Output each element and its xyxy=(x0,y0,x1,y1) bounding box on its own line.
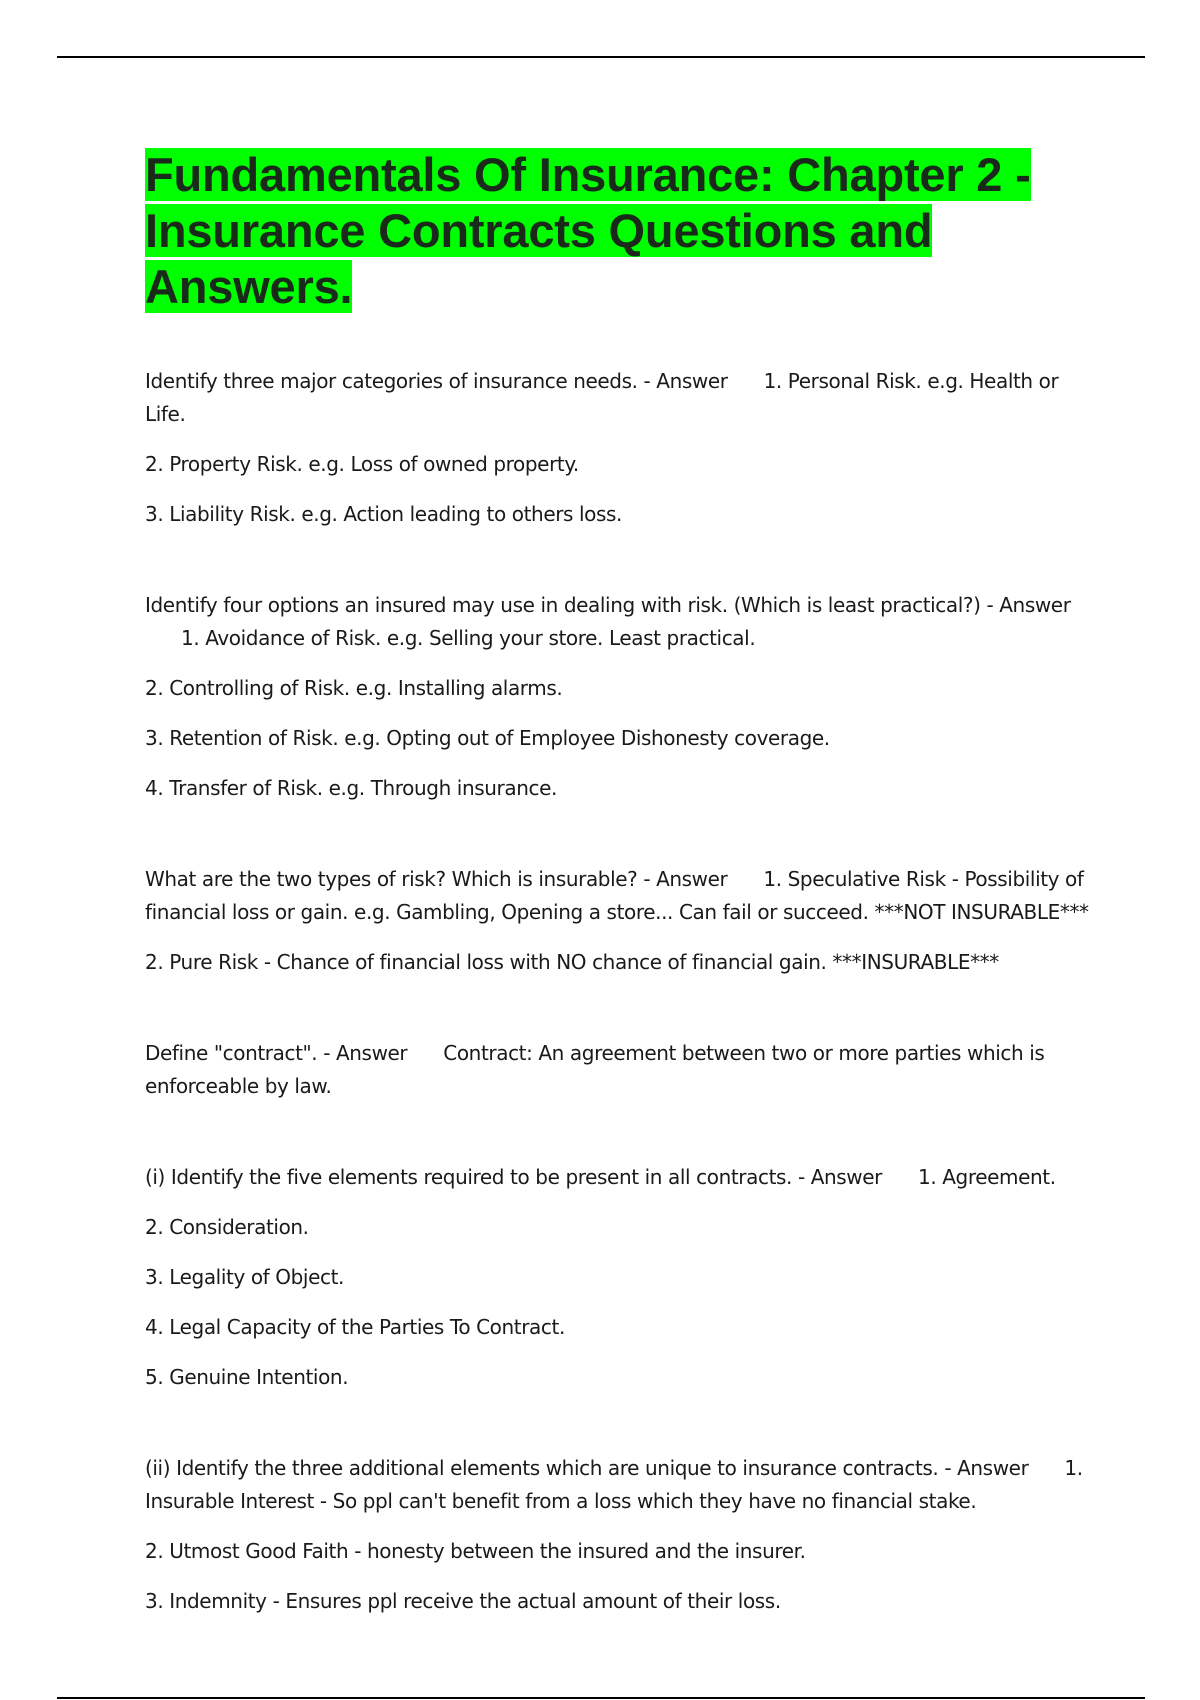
qa-question-line xyxy=(145,1037,1090,1103)
answer-line: 3. Retention of Risk. e.g. Opting out of Employee Dishonesty coverage. xyxy=(145,726,830,750)
answer-line: 3. Indemnity - Ensures ppl receive the actual amount of their loss. xyxy=(145,1589,781,1613)
document-body xyxy=(145,147,1090,1676)
document-title xyxy=(145,147,1090,315)
question-text: Identify three major categories of insurance needs. - Answer xyxy=(145,369,728,393)
answer-line: 3. Liability Risk. e.g. Action leading to others loss. xyxy=(145,502,623,526)
answer-line: 2. Controlling of Risk. e.g. Installing alarms. xyxy=(145,676,563,700)
question-text: (i) Identify the five elements required to be present in all contracts. - Answer xyxy=(145,1165,882,1189)
bottom-rule xyxy=(57,1697,1145,1699)
answer-line: 2. Pure Risk - Chance of financial loss with NO chance of financial gain. ***INSURABLE*** xyxy=(145,950,999,974)
qa-item xyxy=(145,1037,1090,1103)
qa-question-line xyxy=(145,365,1090,431)
answer-line: 5. Genuine Intention. xyxy=(145,1365,349,1389)
qa-question-line xyxy=(145,863,1090,929)
answer-line: 4. Transfer of Risk. e.g. Through insurance. xyxy=(145,776,557,800)
answer-line: 2. Utmost Good Faith - honesty between the insured and the insurer. xyxy=(145,1539,806,1563)
qa-question-line xyxy=(145,1452,1090,1518)
qa-item xyxy=(145,1161,1090,1394)
title-highlight: Fundamentals Of Insurance: Chapter 2 - Insurance Contracts Questions and Answers. xyxy=(145,148,1031,313)
answer-text: Contract: An agreement between two or more parties which is enforceable by law. xyxy=(145,1041,1045,1098)
answer-text: 1. Personal Risk. e.g. Health or Life. xyxy=(145,369,1059,426)
answer-line: 2. Property Risk. e.g. Loss of owned property. xyxy=(145,452,579,476)
answer-text: 1. Agreement. xyxy=(918,1165,1056,1189)
top-rule xyxy=(57,56,1145,58)
answer-text: 1. Avoidance of Risk. e.g. Selling your store. Least practical. xyxy=(181,626,756,650)
question-text: What are the two types of risk? Which is insurable? - Answer xyxy=(145,867,728,891)
qa-question-line xyxy=(145,1161,1090,1194)
answer-line: 2. Consideration. xyxy=(145,1215,309,1239)
answer-text: 1. Insurable Interest - So ppl can't benefit from a loss which they have no financial stake. xyxy=(145,1456,1083,1513)
question-text: Identify four options an insured may use in dealing with risk. (Which is least practical?) - Answer xyxy=(145,593,1071,617)
answer-line: 3. Legality of Object. xyxy=(145,1265,344,1289)
answer-line: 4. Legal Capacity of the Parties To Contract. xyxy=(145,1315,565,1339)
qa-item xyxy=(145,1452,1090,1618)
qa-item xyxy=(145,863,1090,979)
question-text: (ii) Identify the three additional elements which are unique to insurance contracts. - Answer xyxy=(145,1456,1029,1480)
qa-item xyxy=(145,365,1090,531)
question-text: Define "contract". - Answer xyxy=(145,1041,408,1065)
answer-text: 1. Speculative Risk - Possibility of financial loss or gain. e.g. Gambling, Opening a store... Can fail or succeed. ***NOT INSURABLE*** xyxy=(145,867,1089,924)
qa-question-line xyxy=(145,589,1090,655)
qa-list xyxy=(145,365,1090,1618)
qa-item xyxy=(145,589,1090,805)
